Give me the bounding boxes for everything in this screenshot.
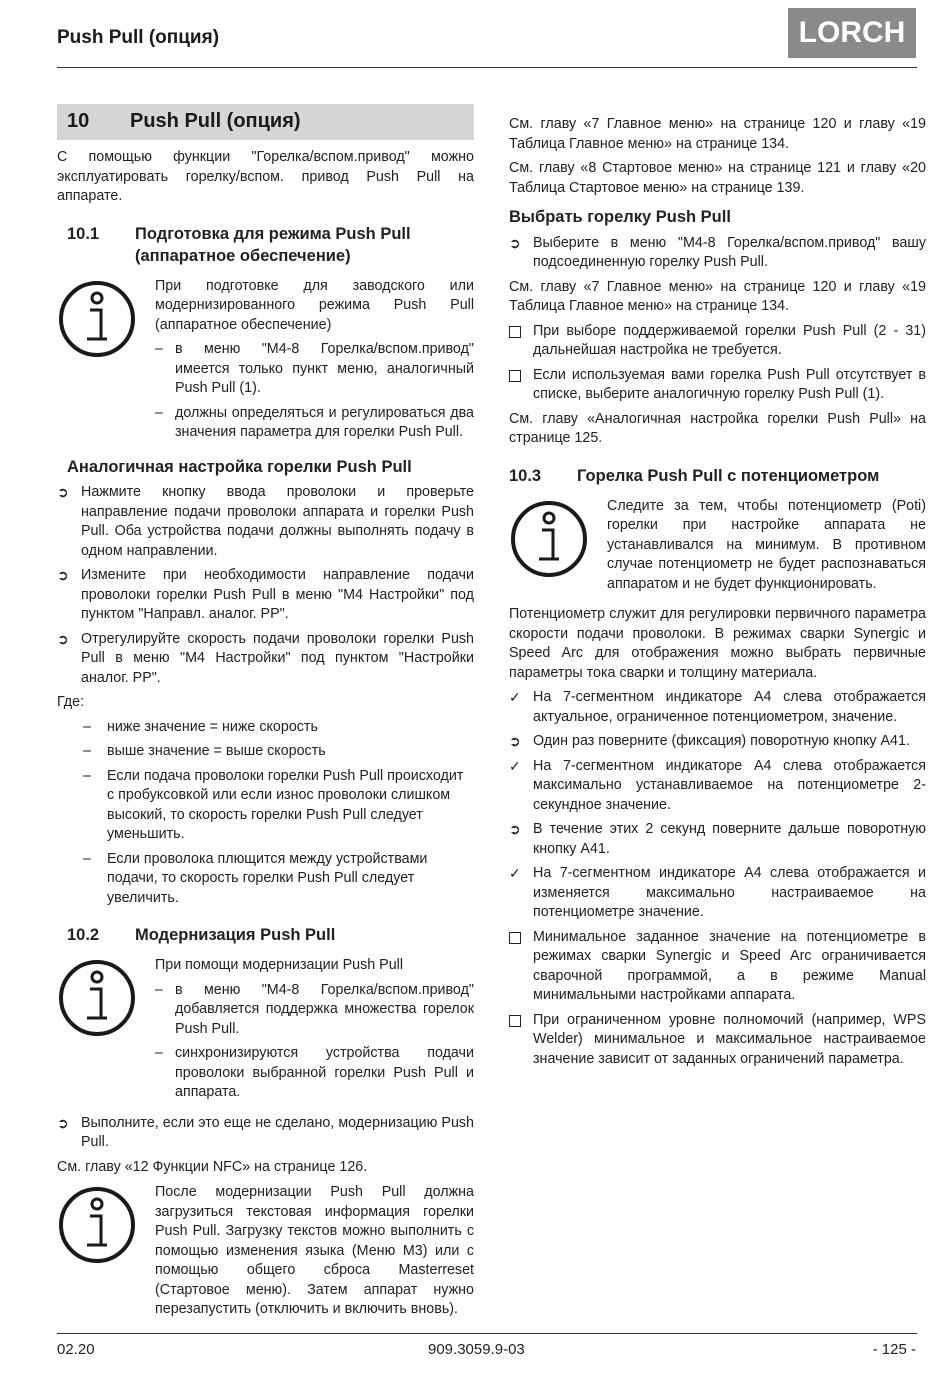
note-item (509, 1011, 926, 1070)
checkbox-icon (509, 366, 533, 405)
note-item (509, 366, 926, 405)
potentiometer-intro: Потенциометр служит для регулировки первичного параметра скорости подачи проволоки. В режимах сварки Synergic и Speed Arc для отображения можно выбрать первичные параметры тока сварки и толщину материала. (509, 606, 926, 681)
note-item-text: При ограниченном уровне полномочий (например, WPS Welder) минимальное и максимальное настраиваемое значение зависит от заданных ограничений параметра. (533, 1011, 926, 1067)
result-item-text: На 7-сегментном индикаторе A4 слева отображается и изменяется максимально настраиваемое на потенциометре значение. (533, 865, 926, 920)
list-item (155, 1044, 474, 1103)
chapter-intro: С помощью функции "Горелка/вспом.привод" можно эксплуатировать горелку/вспом. привод Push Pull на аппарате. (57, 149, 474, 204)
section-10-2-heading (57, 924, 474, 946)
left-column (57, 104, 474, 1331)
result-item (509, 688, 926, 727)
dash-icon: – (155, 404, 163, 421)
list-item-text: в меню "M4-8 Горелка/вспом.привод" добавляется поддержка множества горелок Push Pull. (175, 981, 474, 1037)
list-item-text: Если проволока плющится между устройствами подачи, то скорость горелки Push Pull следует увеличить. (107, 850, 428, 906)
section-title: Модернизация Push Pull (135, 926, 336, 944)
list-item (83, 850, 474, 909)
footer-divider (57, 1333, 917, 1334)
note-item-text: Минимальное заданное значение на потенциометре в режимах сварки Synergic и Speed Arc ограничивается сварочной программой, а в режиме Manual минимальными настройками аппарата. (533, 928, 926, 1003)
dash-icon: – (155, 981, 163, 998)
note-item (509, 322, 926, 361)
page-header-title: Push Pull (опция) (57, 27, 220, 48)
action-step-text: Выполните, если это еще не сделано, модернизацию Push Pull. (81, 1114, 474, 1150)
checkbox-icon (509, 1011, 533, 1070)
note-item (509, 928, 926, 1006)
section-number: 10.3 (509, 466, 542, 485)
info-note-2-text: При помощи модернизации Push Pull (155, 957, 404, 973)
chapter-number: 10 (67, 110, 90, 133)
cross-reference: См. главу «7 Главное меню» на странице 120 и главу «19 Таблица Главное меню» на странице 134. (509, 278, 926, 314)
note-item-text: При выборе поддерживаемой горелки Push Pull (2 - 31) дальнейшая настройка не требуется. (533, 322, 926, 358)
result-item-text: На 7-сегментном индикаторе A4 слева отображается максимально устанавливаемое на потенциометре 2-секундное значение. (533, 757, 926, 813)
cross-reference: См. главу «12 Функции NFC» на странице 126. (57, 1158, 368, 1175)
arrow-right-icon: ➲ (57, 567, 69, 583)
section-10-3-heading (509, 465, 926, 487)
list-item-text: синхронизируются устройства подачи проволоки выбранной горелки Push Pull и аппарата. (175, 1045, 474, 1100)
info-icon (57, 277, 155, 448)
action-step-text: Один раз поверните (фиксация) поворотную кнопку A41. (533, 733, 910, 749)
cross-reference: См. главу «7 Главное меню» на странице 120 и главу «19 Таблица Главное меню» на странице 134. (509, 116, 926, 152)
dash-icon: – (83, 767, 91, 784)
action-step-text: Отрегулируйте скорость подачи проволоки горелки Push Pull в меню "M4 Настройки" под пунктом "Настройки аналог. PP". (81, 630, 474, 686)
dash-icon: – (155, 341, 163, 357)
dash-icon: – (83, 743, 91, 759)
info-note-2 (57, 956, 474, 1108)
note-item-text: Если используемая вами горелка Push Pull отсутствует в списке, выберите аналогичную горелку Push Pull (1). (533, 366, 926, 402)
info-icon (57, 956, 155, 1108)
checkbox-icon (509, 928, 533, 1006)
chapter-title: Push Pull (опция) (130, 110, 301, 133)
check-icon: ✓ (509, 865, 521, 881)
arrow-right-icon: ➲ (509, 733, 521, 749)
list-item-text: выше значение = выше скорость (107, 743, 326, 759)
action-step-text: В течение этих 2 секунд поверните дальше поворотную кнопку A41. (533, 821, 926, 857)
info-note-1-text: При подготовке для заводского или модернизированного режима Push Pull (аппаратное обеспечение) (155, 277, 474, 333)
result-item (509, 757, 926, 816)
action-step (57, 566, 474, 625)
right-column (509, 115, 926, 1074)
section-10-1-heading (57, 223, 474, 267)
list-item (83, 767, 474, 845)
arrow-right-icon: ➲ (57, 1114, 69, 1131)
section-number: 10.2 (67, 926, 100, 944)
page-number: - 125 - (872, 1341, 916, 1358)
action-step-text: Выберите в меню "M4-8 Горелка/вспом.привод" вашу подсоединенную горелку Push Pull. (533, 234, 926, 270)
dash-icon: – (83, 718, 91, 735)
info-note-1 (57, 277, 474, 448)
cross-reference: См. главу «8 Стартовое меню» на странице 121 и главу «20 Таблица Стартовое меню» на странице 139. (509, 160, 926, 196)
check-icon: ✓ (509, 757, 521, 774)
action-step (57, 1114, 474, 1153)
arrow-right-icon: ➲ (509, 821, 521, 837)
list-item (83, 718, 474, 738)
lorch-logo: LORCH (788, 8, 916, 58)
action-step-text: Нажмите кнопку ввода проволоки и проверьте направление подачи проволоки аппарата и горелки Push Pull. Оба устройства подачи должны выполнять подачу в одном направлении. (81, 484, 474, 559)
analog-setup-heading: Аналогичная настройка горелки Push Pull (67, 457, 412, 476)
footer-date: 02.20 (57, 1341, 95, 1358)
list-item-text: ниже значение = ниже скорость (107, 718, 318, 735)
chapter-heading (57, 104, 474, 140)
info-icon (57, 1183, 155, 1325)
footer-doc-number: 909.3059.9-03 (428, 1341, 525, 1358)
action-step (57, 630, 474, 689)
select-torch-heading: Выбрать горелку Push Pull (509, 208, 731, 226)
section-title: Горелка Push Pull с потенциометром (577, 466, 880, 485)
list-item (155, 981, 474, 1040)
list-item (83, 742, 474, 762)
dash-icon: – (155, 1045, 163, 1061)
arrow-right-icon: ➲ (509, 234, 521, 251)
action-step (509, 234, 926, 273)
action-step (509, 820, 926, 859)
section-title: Подготовка для режима Push Pull (аппаратное обеспечение) (135, 224, 411, 265)
checkbox-icon (509, 322, 533, 361)
arrow-right-icon: ➲ (57, 484, 69, 500)
result-item (509, 864, 926, 923)
info-note-3-text: После модернизации Push Pull должна загрузиться текстовая информация горелки Push Pull. Загрузку текстов можно выполнить с помощью изменения языка (Меню M3) или с помощью общего сброса Masterreset (Стартовое меню). Затем аппарат нужно перезапустить (отключить и включить вновь). (155, 1184, 474, 1317)
info-note-3 (57, 1183, 474, 1325)
dash-icon: – (83, 850, 91, 867)
action-step (509, 732, 926, 752)
list-item-text: в меню "M4-8 Горелка/вспом.привод" имеется только пункт меню, аналогичный Push Pull (1). (175, 341, 474, 396)
info-note-4 (509, 497, 926, 600)
list-item (155, 404, 474, 443)
cross-reference: См. главу «Аналогичная настройка горелки Push Pull» на странице 125. (509, 410, 926, 446)
section-number: 10.1 (67, 224, 100, 243)
list-item-text: должны определяться и регулироваться два значения параметра для горелки Push Pull. (175, 404, 474, 440)
check-icon: ✓ (509, 689, 521, 705)
header-divider (57, 67, 917, 68)
where-label: Где: (57, 694, 85, 710)
action-step (57, 483, 474, 561)
info-icon (509, 497, 607, 600)
action-step-text: Измените при необходимости направление подачи проволоки горелки Push Pull в меню "M4 Настройки" под пунктом "Направл. аналог. PP". (81, 567, 474, 622)
list-item (155, 340, 474, 399)
result-item-text: На 7-сегментном индикаторе A4 слева отображается актуальное, ограниченное потенциометром, значение. (533, 689, 926, 725)
arrow-right-icon: ➲ (57, 630, 69, 647)
list-item-text: Если подача проволоки горелки Push Pull происходит с пробуксовкой или если износ проволоки слишком высокий, то скорость горелки Push Pull следует уменьшить. (107, 767, 464, 842)
info-note-4-text: Следите за тем, чтобы потенциометр (Poti) горелки при настройке аппарата не устанавливался на минимум. В противном случае потенциометр не будет распознаваться аппаратом и не будет функционировать. (607, 497, 926, 592)
